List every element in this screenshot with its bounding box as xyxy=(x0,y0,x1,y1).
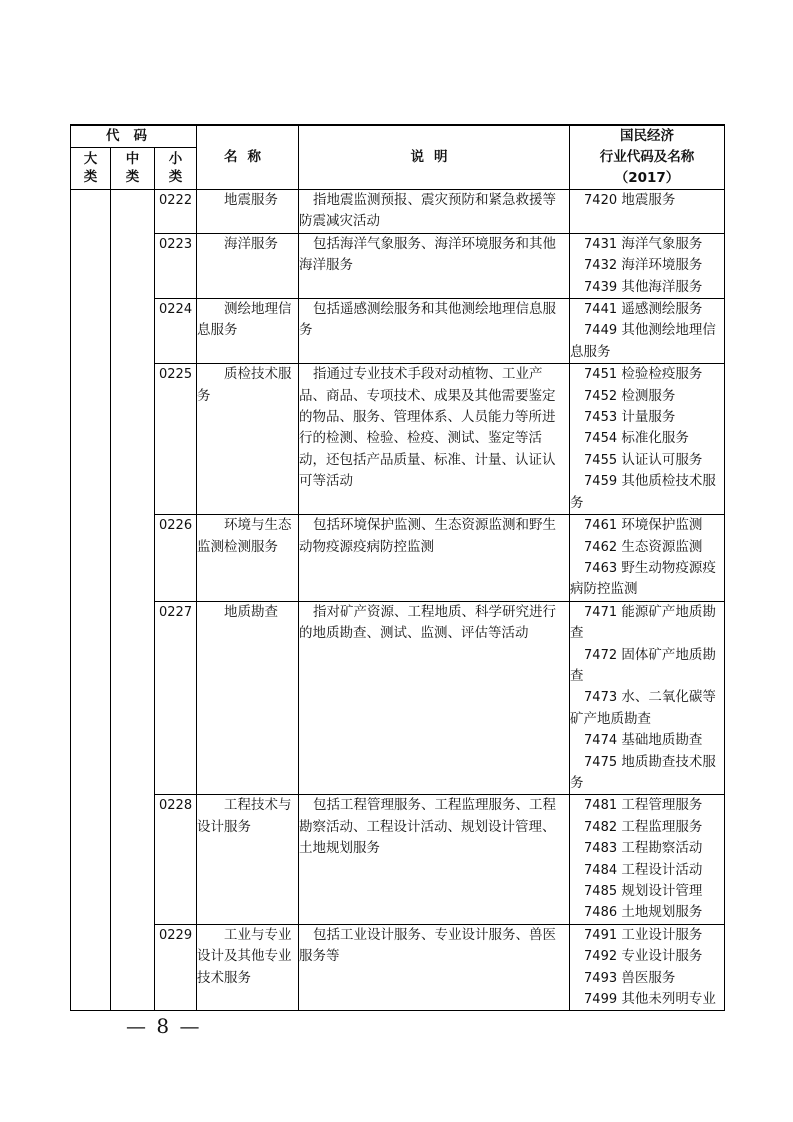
major-class-cell xyxy=(71,190,111,1011)
standard-item: 7453 计量服务 xyxy=(584,409,676,426)
minor-code-cell: 0224 xyxy=(155,299,197,364)
standard-item: 7499 其他未列明专业 xyxy=(584,991,716,1008)
standard-item: 7484 工程设计活动 xyxy=(584,861,703,878)
major-class-header: 大类 xyxy=(71,148,111,190)
standard-cell xyxy=(570,190,725,234)
standard-item: 7492 专业设计服务 xyxy=(584,948,703,965)
table-row xyxy=(71,190,725,234)
standard-item: 7432 海洋环境服务 xyxy=(584,257,703,274)
standard-item: 7459 其他质检技术服务 xyxy=(570,473,716,511)
minor-code-cell: 0225 xyxy=(155,364,197,515)
code-header: 代码 xyxy=(71,125,197,148)
minor-code-cell: 0223 xyxy=(155,233,197,298)
description-cell: 指对矿产资源、工程地质、科学研究进行的地质勘查、测试、监测、评估等活动 xyxy=(299,601,570,795)
standard-item: 7462 生态资源监测 xyxy=(584,538,703,555)
standard-cell xyxy=(570,515,725,602)
table-row xyxy=(71,233,725,298)
table-row xyxy=(71,515,725,602)
description-cell: 包括海洋气象服务、海洋环境服务和其他海洋服务 xyxy=(299,233,570,298)
table-row xyxy=(71,601,725,795)
name-cell: 测绘地理信息服务 xyxy=(197,299,299,364)
name-cell: 工业与专业设计及其他专业技术服务 xyxy=(197,924,299,1011)
description-header: 说明 xyxy=(299,125,570,190)
table-row xyxy=(71,299,725,364)
standard-item: 7475 地质勘查技术服务 xyxy=(570,753,716,791)
minor-code-cell: 0227 xyxy=(155,601,197,795)
table-row xyxy=(71,795,725,924)
name-header: 名称 xyxy=(197,125,299,190)
name-cell: 海洋服务 xyxy=(197,233,299,298)
standard-item: 7451 检验检疫服务 xyxy=(584,366,703,383)
table-body xyxy=(71,190,725,1011)
standard-cell xyxy=(570,795,725,924)
description-cell: 包括工程管理服务、工程监理服务、工程勘察活动、工程设计活动、规划设计管理、土地规划服务 xyxy=(299,795,570,924)
standard-header-line1: 国民经济 xyxy=(620,128,675,144)
standard-cell xyxy=(570,924,725,1011)
table-row xyxy=(71,364,725,515)
name-cell: 工程技术与设计服务 xyxy=(197,795,299,924)
standard-item: 7474 基础地质勘查 xyxy=(584,732,703,749)
standard-header xyxy=(570,125,725,190)
standard-item: 7454 标准化服务 xyxy=(584,430,689,447)
standard-item: 7449 其他测绘地理信息服务 xyxy=(570,322,716,360)
name-cell: 质检技术服务 xyxy=(197,364,299,515)
standard-header-line3: （2017） xyxy=(614,170,680,186)
standard-item: 7485 规划设计管理 xyxy=(584,883,703,899)
middle-class-cell xyxy=(111,190,155,1011)
standard-item: 7452 检测服务 xyxy=(584,387,676,404)
table-row xyxy=(71,924,725,1011)
classification-table xyxy=(70,124,725,1011)
middle-class-header: 中类 xyxy=(111,148,155,190)
standard-cell xyxy=(570,233,725,298)
standard-item: 7463 野生动物疫源疫病防控监测 xyxy=(570,559,716,598)
page-number: — 8 — xyxy=(126,1014,202,1038)
minor-code-cell: 0229 xyxy=(155,924,197,1011)
standard-item: 7472 固体矿产地质勘查 xyxy=(570,646,716,684)
standard-item: 7420 地震服务 xyxy=(584,192,676,208)
description-cell: 指通过专业技术手段对动植物、工业产品、商品、专项技术、成果及其他需要鉴定的物品、服务、管理体系、人员能力等所进行的检测、检验、检疫、测试、鉴定等活动，还包括产品质量、标准、计量、认证认可等活动 xyxy=(299,364,570,515)
minor-class-header: 小类 xyxy=(155,148,197,190)
standard-item: 7441 遥感测绘服务 xyxy=(584,301,703,318)
description-cell: 包括环境保护监测、生态资源监测和野生动物疫源疫病防控监测 xyxy=(299,515,570,602)
standard-header-line2: 行业代码及名称 xyxy=(599,149,695,165)
standard-cell xyxy=(570,601,725,795)
description-cell: 指地震监测预报、震灾预防和紧急救援等防震减灾活动 xyxy=(299,190,570,234)
description-cell: 包括工业设计服务、专业设计服务、兽医服务等 xyxy=(299,924,570,1011)
minor-code-cell: 0228 xyxy=(155,795,197,924)
standard-item: 7482 工程监理服务 xyxy=(584,818,703,835)
standard-item: 7473 水、二氧化碳等矿产地质勘查 xyxy=(570,689,716,727)
standard-item: 7481 工程管理服务 xyxy=(584,797,703,814)
standard-item: 7431 海洋气象服务 xyxy=(584,235,703,252)
standard-item: 7486 土地规划服务 xyxy=(584,904,703,921)
standard-item: 7471 能源矿产地质勘查 xyxy=(570,603,716,642)
name-cell: 地震服务 xyxy=(197,190,299,234)
standard-item: 7491 工业设计服务 xyxy=(584,926,703,943)
minor-code-cell: 0226 xyxy=(155,515,197,602)
standard-cell xyxy=(570,364,725,515)
standard-cell xyxy=(570,299,725,364)
standard-item: 7439 其他海洋服务 xyxy=(584,278,703,295)
name-cell: 环境与生态监测检测服务 xyxy=(197,515,299,602)
description-cell: 包括遥感测绘服务和其他测绘地理信息服务 xyxy=(299,299,570,364)
name-cell: 地质勘查 xyxy=(197,601,299,795)
minor-code-cell: 0222 xyxy=(155,190,197,234)
standard-item: 7455 认证认可服务 xyxy=(584,451,703,468)
standard-item: 7483 工程勘察活动 xyxy=(584,840,703,857)
standard-item: 7493 兽医服务 xyxy=(584,969,676,986)
standard-item: 7461 环境保护监测 xyxy=(584,517,703,534)
